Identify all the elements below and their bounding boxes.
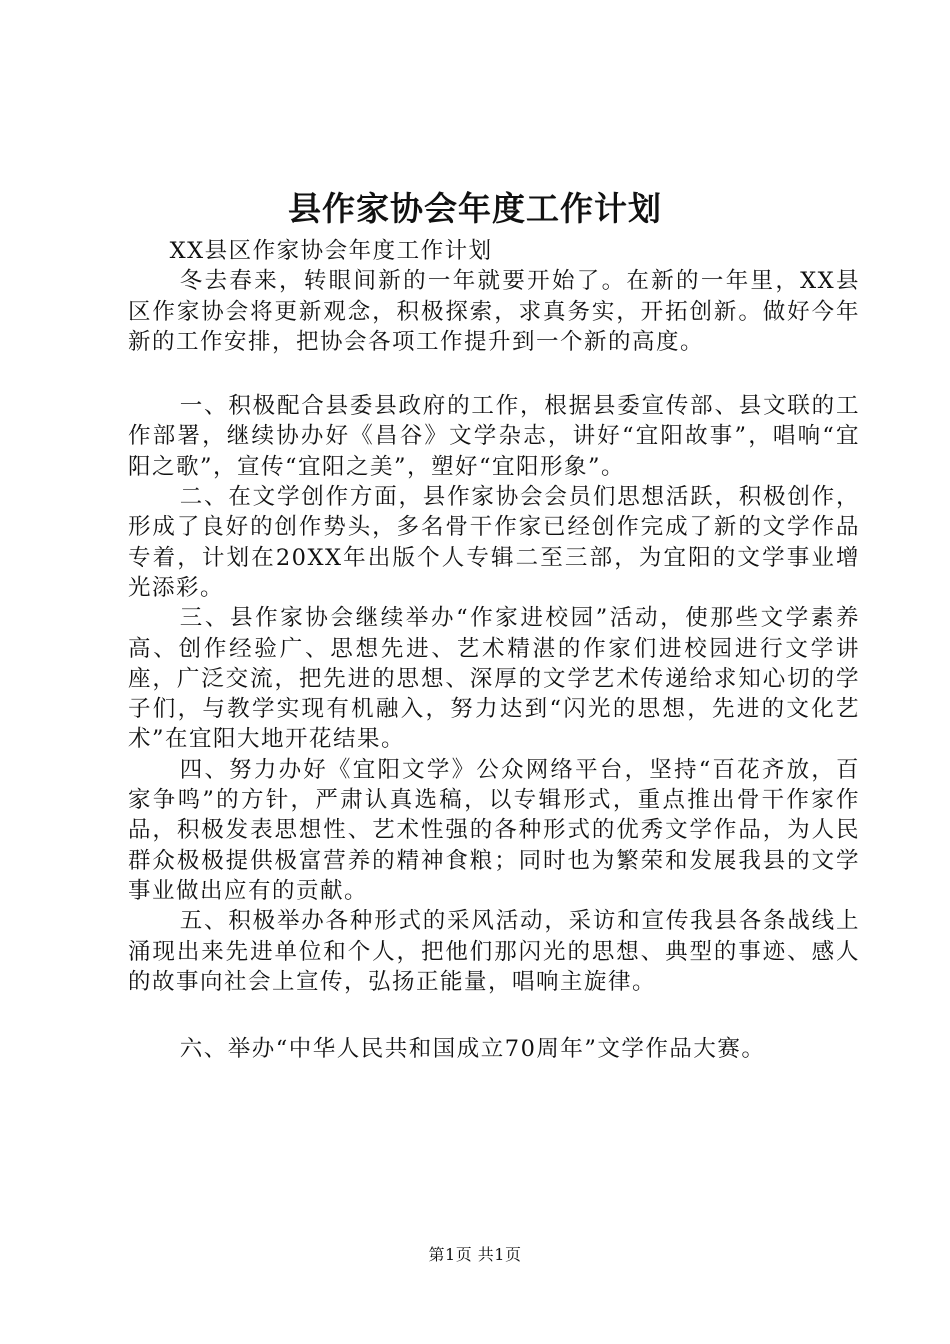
document-body — [128, 236, 860, 1064]
paragraph-item-3: 三、县作家协会继续举办“作家进校园”活动，使那些文学素养高、创作经验广、思想先进、艺术精湛的作家们进校园进行文学讲座，广泛交流，把先进的思想、深厚的文学艺术传递给求知心切的学子们，与教学实现有机融入，努力达到“闪光的思想，先进的文化艺术”在宜阳大地开花结果。 — [128, 605, 860, 753]
paragraph-item-1: 一、积极配合县委县政府的工作，根据县委宣传部、县文联的工作部署，继续协办好《昌谷》文学杂志，讲好“宜阳故事”，唱响“宜阳之歌”，宣传“宜阳之美”，塑好“宜阳形象”。 — [128, 393, 860, 480]
paragraph-item-5: 五、积极举办各种形式的采风活动，采访和宣传我县各条战线上涌现出来先进单位和个人，把他们那闪光的思想、典型的事迹、感人的故事向社会上宣传，弘扬正能量，唱响主旋律。 — [128, 908, 860, 995]
document-title: 县作家协会年度工作计划 — [288, 189, 662, 228]
paragraph-item-2: 二、在文学创作方面，县作家协会会员们思想活跃，积极创作，形成了良好的创作势头，多名骨干作家已经创作完成了新的文学作品专着，计划在20XX年出版个人专辑二至三部，为宜阳的文学事业增光添彩。 — [128, 484, 860, 601]
paragraph-item-4: 四、努力办好《宜阳文学》公众网络平台，坚持“百花齐放，百家争鸣”的方针，严肃认真选稿，以专辑形式，重点推出骨干作家作品，积极发表思想性、艺术性强的各种形式的优秀文学作品，为人民群众极极提供极富营养的精神食粮；同时也为繁荣和发展我县的文学事业做出应有的贡献。 — [128, 756, 860, 904]
page-number-footer: 第1页 共1页 — [428, 1245, 522, 1264]
document-subtitle: XX县区作家协会年度工作计划 — [169, 238, 493, 264]
paragraph-item-6: 六、举办“中华人民共和国成立70周年”文学作品大赛。 — [179, 1036, 766, 1063]
paragraph-intro: 冬去春来，转眼间新的一年就要开始了。在新的一年里，XX县区作家协会将更新观念，积极探索，求真务实，开拓创新。做好今年新的工作安排，把协会各项工作提升到一个新的高度。 — [128, 268, 860, 355]
